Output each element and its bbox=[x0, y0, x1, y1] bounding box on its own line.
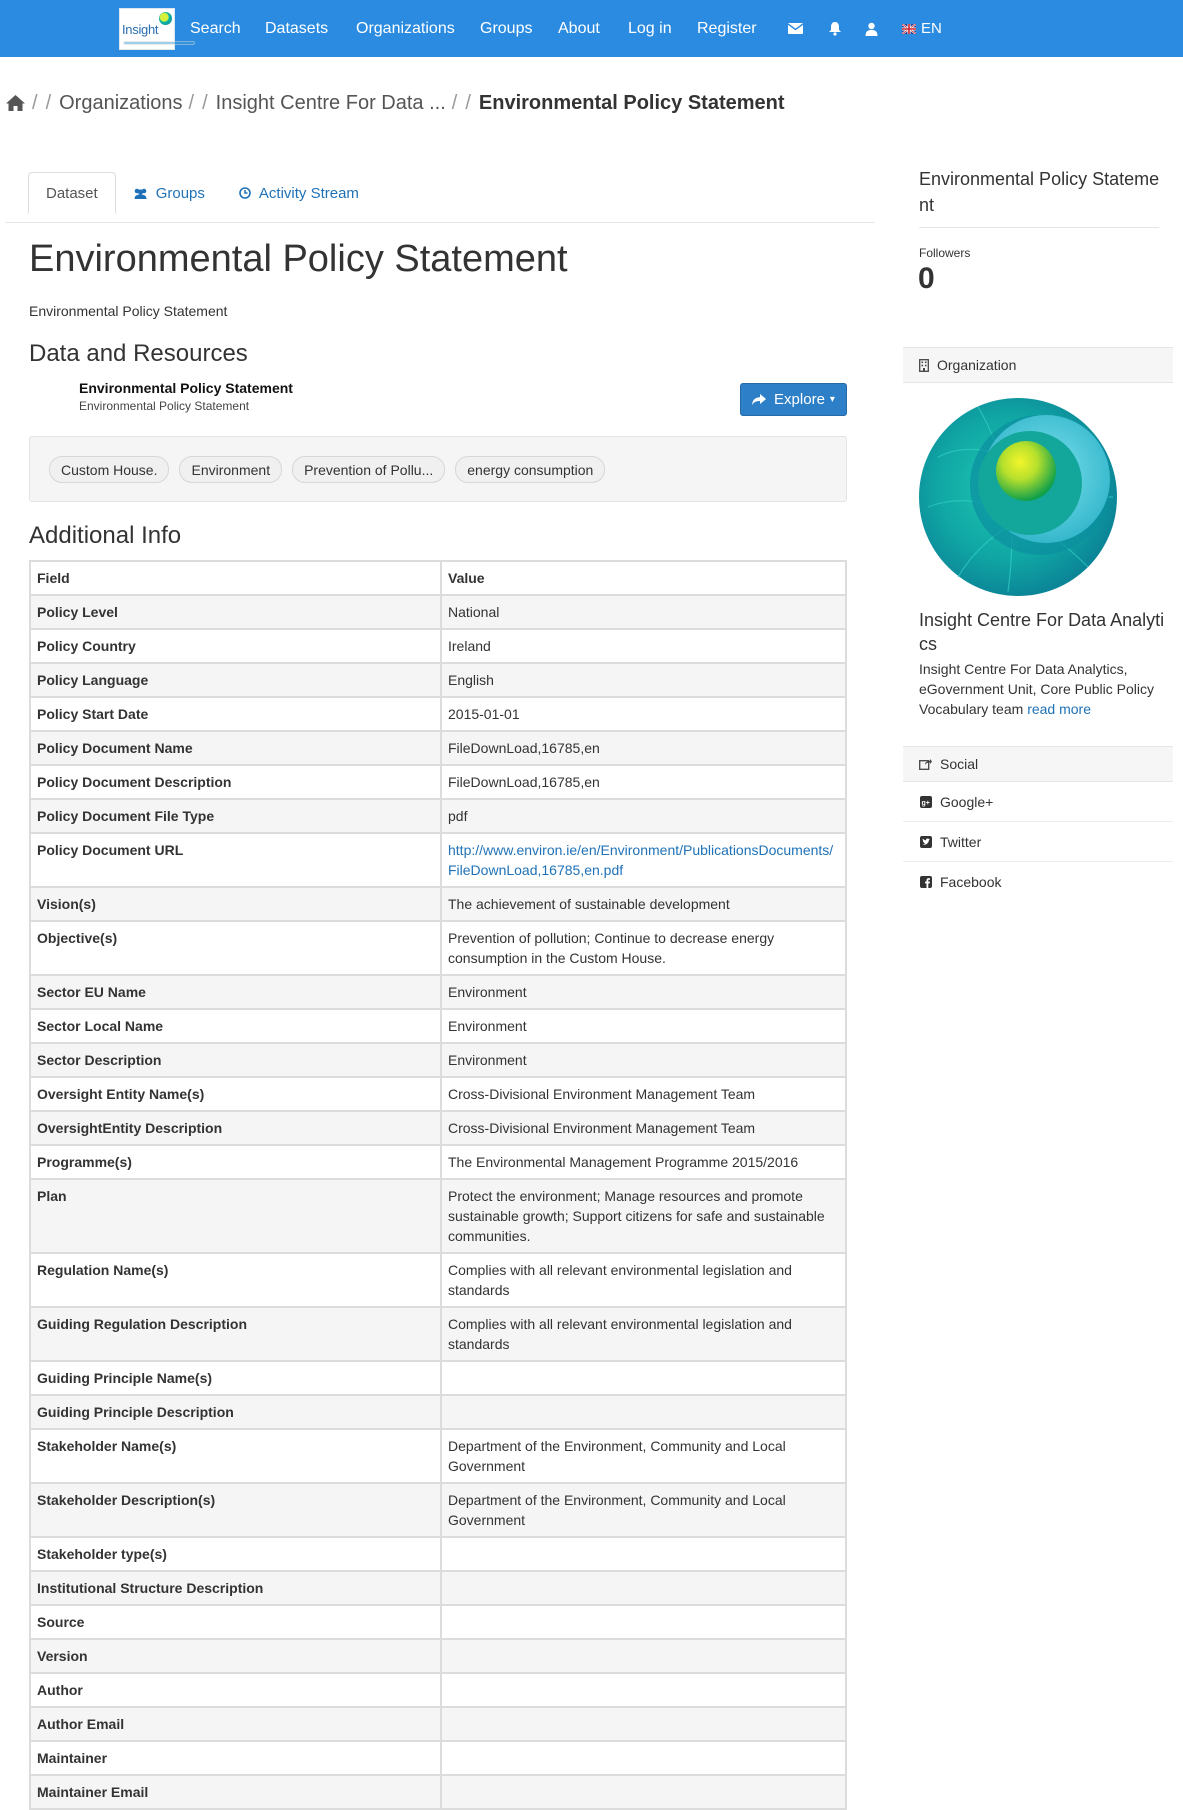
value-cell: Department of the Environment, Community and Local Government bbox=[441, 1483, 846, 1537]
svg-text:g+: g+ bbox=[921, 799, 930, 807]
value-cell bbox=[441, 1395, 846, 1429]
field-cell: Stakeholder Name(s) bbox=[30, 1429, 441, 1483]
field-cell: Regulation Name(s) bbox=[30, 1253, 441, 1307]
field-cell: Stakeholder Description(s) bbox=[30, 1483, 441, 1537]
field-cell: Policy Level bbox=[30, 595, 441, 629]
read-more-link[interactable]: read more bbox=[1027, 701, 1091, 717]
dataset-tabs bbox=[28, 172, 376, 214]
value-cell: Environment bbox=[441, 1009, 846, 1043]
field-cell: Guiding Principle Description bbox=[30, 1395, 441, 1429]
value-cell: Cross-Divisional Environment Management Team bbox=[441, 1077, 846, 1111]
table-row bbox=[30, 1307, 846, 1361]
resources-heading: Data and Resources bbox=[29, 340, 248, 367]
table-row bbox=[30, 1741, 846, 1775]
table-row bbox=[30, 799, 846, 833]
value-cell bbox=[441, 1537, 846, 1571]
field-cell: Vision(s) bbox=[30, 887, 441, 921]
value-cell: The achievement of sustainable development bbox=[441, 887, 846, 921]
field-cell: Policy Start Date bbox=[30, 697, 441, 731]
facebook-icon bbox=[920, 876, 932, 888]
social-facebook[interactable]: Facebook bbox=[903, 862, 1173, 902]
column-header-field: Field bbox=[30, 561, 441, 595]
field-cell: Sector Description bbox=[30, 1043, 441, 1077]
table-row bbox=[30, 1537, 846, 1571]
field-cell: Policy Language bbox=[30, 663, 441, 697]
value-cell: pdf bbox=[441, 799, 846, 833]
explore-button[interactable]: Explore ▾ bbox=[740, 383, 847, 416]
nav-login[interactable]: Log in bbox=[628, 19, 672, 37]
value-cell: Ireland bbox=[441, 629, 846, 663]
value-cell bbox=[441, 1741, 846, 1775]
field-cell: Objective(s) bbox=[30, 921, 441, 975]
table-row bbox=[30, 1571, 846, 1605]
tag-item[interactable]: Environment bbox=[179, 456, 282, 483]
value-cell: 2015-01-01 bbox=[441, 697, 846, 731]
dataset-title: Environmental Policy Statement bbox=[29, 238, 568, 280]
organization-logo[interactable] bbox=[918, 397, 1118, 597]
table-row bbox=[30, 1395, 846, 1429]
value-cell bbox=[441, 833, 846, 887]
field-cell: Author Email bbox=[30, 1707, 441, 1741]
breadcrumb-organization[interactable]: Insight Centre For Data ... bbox=[215, 91, 446, 114]
nav-organizations[interactable]: Organizations bbox=[356, 19, 455, 37]
top-navbar bbox=[0, 0, 1183, 57]
value-cell: The Environmental Management Programme 2015/2016 bbox=[441, 1145, 846, 1179]
value-cell: English bbox=[441, 663, 846, 697]
organization-heading: Organization bbox=[903, 347, 1173, 383]
bell-icon[interactable] bbox=[826, 0, 844, 57]
table-row bbox=[30, 1179, 846, 1253]
value-cell bbox=[441, 1707, 846, 1741]
value-cell: Environment bbox=[441, 1043, 846, 1077]
table-row bbox=[30, 731, 846, 765]
value-cell: National bbox=[441, 595, 846, 629]
table-row bbox=[30, 975, 846, 1009]
envelope-icon[interactable] bbox=[786, 0, 804, 57]
value-cell: Protect the environment; Manage resources and promote sustainable growth; Support citizens for safe and sustainable communities. bbox=[441, 1179, 846, 1253]
field-cell: Author bbox=[30, 1673, 441, 1707]
social-twitter[interactable]: Twitter bbox=[903, 822, 1173, 862]
organization-description: Insight Centre For Data Analytics, eGovernment Unit, Core Public Policy Vocabulary team read more bbox=[919, 661, 1154, 717]
value-cell bbox=[441, 1639, 846, 1673]
value-cell: Cross-Divisional Environment Management Team bbox=[441, 1111, 846, 1145]
table-row bbox=[30, 833, 846, 887]
value-cell: Complies with all relevant environmental legislation and standards bbox=[441, 1307, 846, 1361]
language-selector[interactable]: EN bbox=[902, 0, 942, 57]
value-cell bbox=[441, 1571, 846, 1605]
user-icon[interactable] bbox=[862, 0, 880, 57]
content-divider bbox=[5, 222, 875, 223]
nav-about[interactable]: About bbox=[558, 19, 600, 37]
logo-tagline bbox=[123, 41, 195, 45]
table-row bbox=[30, 697, 846, 731]
table-row bbox=[30, 1111, 846, 1145]
nav-register[interactable]: Register bbox=[697, 19, 757, 37]
field-cell: Plan bbox=[30, 1179, 441, 1253]
tag-item[interactable]: Custom House. bbox=[49, 456, 169, 483]
tag-item[interactable]: energy consumption bbox=[455, 456, 605, 483]
table-row bbox=[30, 1145, 846, 1179]
social-heading: Social bbox=[903, 746, 1173, 782]
table-row bbox=[30, 1483, 846, 1537]
field-cell: Guiding Regulation Description bbox=[30, 1307, 441, 1361]
table-row bbox=[30, 595, 846, 629]
tag-item[interactable]: Prevention of Pollu... bbox=[292, 456, 445, 483]
home-icon[interactable] bbox=[5, 94, 26, 112]
field-cell: Sector Local Name bbox=[30, 1009, 441, 1043]
field-cell: Programme(s) bbox=[30, 1145, 441, 1179]
table-row bbox=[30, 887, 846, 921]
value-cell bbox=[441, 1775, 846, 1809]
field-cell: Policy Document URL bbox=[30, 833, 441, 887]
value-cell: Environment bbox=[441, 975, 846, 1009]
value-cell bbox=[441, 1673, 846, 1707]
column-header-value: Value bbox=[441, 561, 846, 595]
nav-groups[interactable]: Groups bbox=[480, 19, 533, 37]
social-google-plus[interactable]: g+ Google+ bbox=[903, 782, 1173, 822]
tag-list bbox=[29, 436, 847, 502]
value-cell: Prevention of pollution; Continue to decrease energy consumption in the Custom House. bbox=[441, 921, 846, 975]
tab-activity-stream[interactable]: Activity Stream bbox=[222, 172, 376, 214]
table-row bbox=[30, 629, 846, 663]
field-cell: Sector EU Name bbox=[30, 975, 441, 1009]
field-cell: OversightEntity Description bbox=[30, 1111, 441, 1145]
additional-info-table bbox=[29, 560, 847, 1810]
value-cell: Department of the Environment, Community and Local Government bbox=[441, 1429, 846, 1483]
breadcrumb-current[interactable]: Environmental Policy Statement bbox=[478, 91, 785, 114]
tab-groups[interactable]: Groups bbox=[116, 172, 222, 214]
breadcrumb: / / Organizations / / Insight Centre For Data ... / / Environmental Policy Statement bbox=[5, 88, 785, 118]
followers-count: 0 bbox=[918, 262, 935, 295]
share-arrow-icon bbox=[752, 394, 766, 406]
table-header-row bbox=[30, 561, 846, 595]
table-row bbox=[30, 921, 846, 975]
table-row bbox=[30, 663, 846, 697]
value-cell bbox=[441, 1605, 846, 1639]
field-cell: Policy Document File Type bbox=[30, 799, 441, 833]
logo-mark bbox=[159, 12, 172, 25]
field-cell: Policy Country bbox=[30, 629, 441, 663]
value-cell: FileDownLoad,16785,en bbox=[441, 731, 846, 765]
table-row bbox=[30, 1009, 846, 1043]
clock-icon bbox=[239, 187, 251, 199]
site-logo[interactable] bbox=[119, 8, 175, 50]
value-cell bbox=[441, 1361, 846, 1395]
organization-name: Insight Centre For Data Analytics bbox=[919, 610, 1165, 654]
field-cell: Source bbox=[30, 1605, 441, 1639]
field-cell: Policy Document Description bbox=[30, 765, 441, 799]
field-cell: Oversight Entity Name(s) bbox=[30, 1077, 441, 1111]
field-cell: Maintainer Email bbox=[30, 1775, 441, 1809]
value-cell: Complies with all relevant environmental legislation and standards bbox=[441, 1253, 846, 1307]
table-row bbox=[30, 765, 846, 799]
caret-down-icon: ▾ bbox=[829, 394, 835, 405]
resource-description: Environmental Policy Statement bbox=[79, 399, 250, 413]
table-row bbox=[30, 1775, 846, 1809]
logo-text: Insight bbox=[122, 22, 159, 37]
nav-datasets[interactable]: Datasets bbox=[265, 19, 329, 37]
field-cell: Policy Document Name bbox=[30, 731, 441, 765]
dataset-notes: Environmental Policy Statement bbox=[29, 303, 228, 319]
uk-flag-icon bbox=[902, 20, 916, 38]
table-row bbox=[30, 1361, 846, 1395]
users-icon bbox=[133, 188, 148, 199]
field-cell: Version bbox=[30, 1639, 441, 1673]
tab-dataset[interactable]: Dataset bbox=[28, 172, 116, 214]
sidebar-divider bbox=[919, 227, 1159, 228]
field-cell: Institutional Structure Description bbox=[30, 1571, 441, 1605]
table-row bbox=[30, 1077, 846, 1111]
breadcrumb-organizations[interactable]: Organizations bbox=[59, 91, 183, 114]
table-row bbox=[30, 1043, 846, 1077]
twitter-icon bbox=[920, 836, 932, 848]
document-url-link[interactable]: http://www.environ.ie/en/Environment/PublicationsDocuments/FileDownLoad,16785,en.pdf bbox=[448, 842, 834, 878]
resource-title[interactable]: Environmental Policy Statement bbox=[79, 380, 293, 396]
followers-label: Followers bbox=[919, 246, 971, 260]
building-icon bbox=[919, 359, 929, 372]
field-cell: Maintainer bbox=[30, 1741, 441, 1775]
table-row bbox=[30, 1707, 846, 1741]
additional-info-heading: Additional Info bbox=[29, 522, 182, 549]
table-row bbox=[30, 1639, 846, 1673]
value-cell: FileDownLoad,16785,en bbox=[441, 765, 846, 799]
sidebar-dataset-title: Environmental Policy Statement bbox=[919, 169, 1160, 215]
table-row bbox=[30, 1253, 846, 1307]
field-cell: Guiding Principle Name(s) bbox=[30, 1361, 441, 1395]
share-icon bbox=[919, 758, 932, 770]
nav-search[interactable]: Search bbox=[190, 19, 241, 37]
table-row bbox=[30, 1673, 846, 1707]
field-cell: Stakeholder type(s) bbox=[30, 1537, 441, 1571]
table-row bbox=[30, 1605, 846, 1639]
table-row bbox=[30, 1429, 846, 1483]
google-plus-icon bbox=[920, 796, 932, 808]
